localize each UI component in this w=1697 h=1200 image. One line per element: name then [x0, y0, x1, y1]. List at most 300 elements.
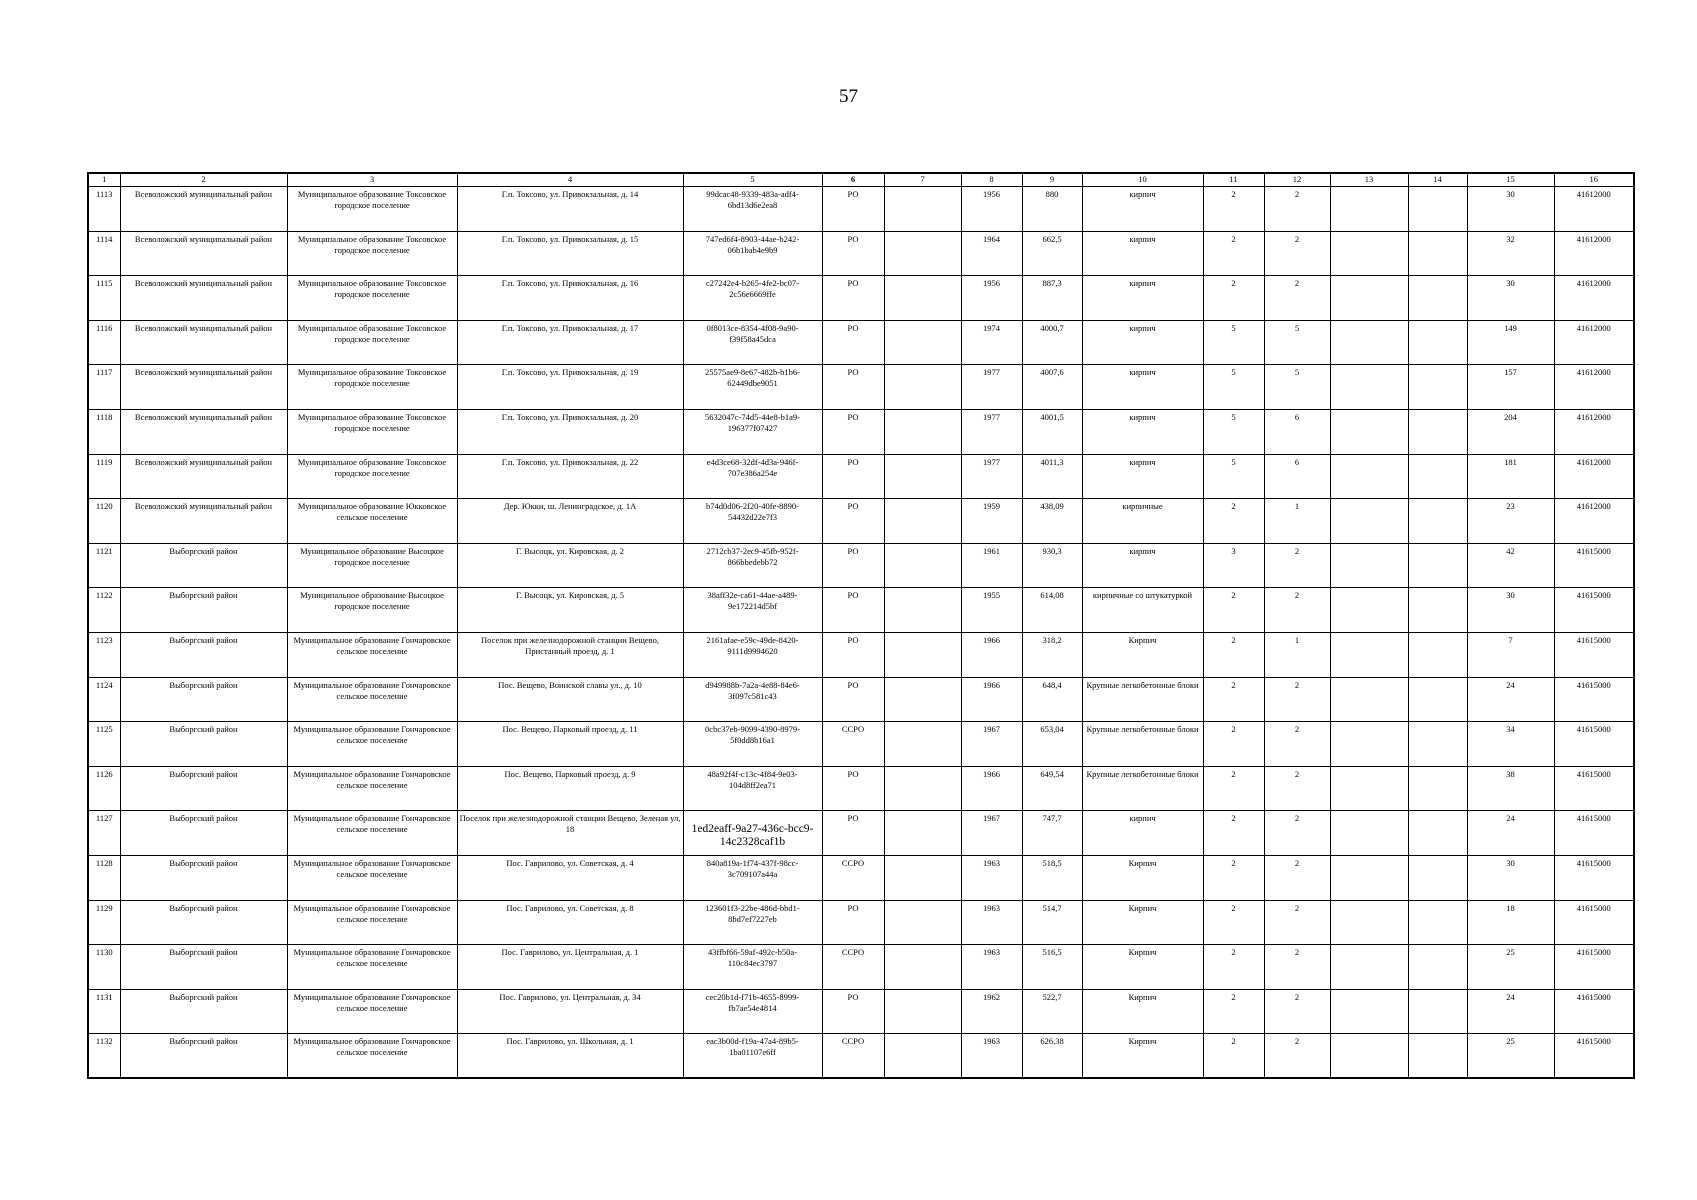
municipality-cell: Муниципальное образование Гончаровское сельское поселение [287, 989, 457, 1034]
code-cell: 41615000 [1554, 811, 1634, 856]
column-header: 16 [1554, 173, 1634, 187]
table-row [88, 365, 1634, 410]
year-cell: 1977 [961, 365, 1022, 410]
address-cell: Пос. Вещево, Воинской славы ул., д. 10 [457, 677, 683, 722]
column-13-cell [1330, 945, 1408, 990]
year-cell: 1959 [961, 499, 1022, 544]
column-7-cell [884, 365, 961, 410]
code-cell: 41612000 [1554, 409, 1634, 454]
column-14-cell [1408, 632, 1467, 677]
row-number-cell: 1125 [88, 722, 120, 767]
column-14-cell [1408, 543, 1467, 588]
row-number-cell: 1116 [88, 320, 120, 365]
column-13-cell [1330, 320, 1408, 365]
area-cell: 318,2 [1022, 632, 1082, 677]
type-cell: РО [822, 231, 884, 276]
uuid-cell: 38aff32e-ca61-44ae-a489-9e172214d5bf [683, 588, 822, 633]
column-15-cell: 204 [1467, 409, 1554, 454]
address-cell: Г.п. Токсово, ул. Привокзальная, д. 17 [457, 320, 683, 365]
address-cell: Поселок при железнодорожной станции Вещево, Пристанный проезд, д. 1 [457, 632, 683, 677]
column-7-cell [884, 231, 961, 276]
row-number-cell: 1118 [88, 409, 120, 454]
year-cell: 1961 [961, 543, 1022, 588]
district-cell: Всеволожский муниципальный район [120, 365, 287, 410]
material-cell: кирпич [1082, 543, 1203, 588]
column-14-cell [1408, 900, 1467, 945]
column-13-cell [1330, 231, 1408, 276]
row-number-cell: 1130 [88, 945, 120, 990]
district-cell: Всеволожский муниципальный район [120, 276, 287, 321]
type-cell: РО [822, 365, 884, 410]
column-12-cell: 2 [1264, 1034, 1330, 1079]
column-header: 7 [884, 173, 961, 187]
column-7-cell [884, 855, 961, 900]
row-number-cell: 1115 [88, 276, 120, 321]
code-cell: 41615000 [1554, 543, 1634, 588]
year-cell: 1977 [961, 454, 1022, 499]
column-11-cell: 5 [1203, 365, 1264, 410]
uuid-cell: 1ed2eaff-9a27-436c-bcc9-14c2328caf1b [683, 811, 822, 856]
address-cell: Пос. Гаврилово, ул. Школьная, д. 1 [457, 1034, 683, 1079]
column-12-cell: 2 [1264, 187, 1330, 232]
material-cell: кирпич [1082, 276, 1203, 321]
column-15-cell: 24 [1467, 811, 1554, 856]
column-12-cell: 2 [1264, 231, 1330, 276]
column-14-cell [1408, 989, 1467, 1034]
year-cell: 1967 [961, 722, 1022, 767]
year-cell: 1956 [961, 187, 1022, 232]
column-11-cell: 2 [1203, 811, 1264, 856]
table-row [88, 722, 1634, 767]
column-11-cell: 5 [1203, 409, 1264, 454]
column-11-cell: 2 [1203, 231, 1264, 276]
year-cell: 1964 [961, 231, 1022, 276]
column-7-cell [884, 409, 961, 454]
address-cell: Пос. Гаврилово, ул. Советская, д. 8 [457, 900, 683, 945]
column-11-cell: 3 [1203, 543, 1264, 588]
uuid-cell: 43ffbf66-59af-492c-b50a-110c84ec3797 [683, 945, 822, 990]
column-15-cell: 149 [1467, 320, 1554, 365]
row-number-cell: 1120 [88, 499, 120, 544]
column-11-cell: 2 [1203, 855, 1264, 900]
table-row [88, 677, 1634, 722]
district-cell: Выборгский район [120, 588, 287, 633]
column-14-cell [1408, 320, 1467, 365]
column-12-cell: 1 [1264, 632, 1330, 677]
column-header: 4 [457, 173, 683, 187]
area-cell: 662,5 [1022, 231, 1082, 276]
code-cell: 41615000 [1554, 677, 1634, 722]
district-cell: Выборгский район [120, 855, 287, 900]
column-header: 2 [120, 173, 287, 187]
area-cell: 4000,7 [1022, 320, 1082, 365]
column-7-cell [884, 989, 961, 1034]
type-cell: РО [822, 766, 884, 811]
row-number-cell: 1131 [88, 989, 120, 1034]
municipality-cell: Муниципальное образование Гончаровское сельское поселение [287, 855, 457, 900]
column-15-cell: 42 [1467, 543, 1554, 588]
column-11-cell: 2 [1203, 900, 1264, 945]
column-13-cell [1330, 989, 1408, 1034]
column-7-cell [884, 811, 961, 856]
area-cell: 514,7 [1022, 900, 1082, 945]
table-row [88, 900, 1634, 945]
district-cell: Выборгский район [120, 766, 287, 811]
column-7-cell [884, 900, 961, 945]
address-cell: Пос. Гаврилово, ул. Центральная, д. 34 [457, 989, 683, 1034]
column-15-cell: 30 [1467, 855, 1554, 900]
material-cell: кирпич [1082, 320, 1203, 365]
area-cell: 4011,3 [1022, 454, 1082, 499]
type-cell: РО [822, 811, 884, 856]
code-cell: 41612000 [1554, 320, 1634, 365]
row-number-cell: 1113 [88, 187, 120, 232]
row-number-cell: 1128 [88, 855, 120, 900]
column-15-cell: 157 [1467, 365, 1554, 410]
column-13-cell [1330, 811, 1408, 856]
code-cell: 41615000 [1554, 766, 1634, 811]
municipality-cell: Муниципальное образование Высоцкое городское поселение [287, 543, 457, 588]
column-7-cell [884, 632, 961, 677]
district-cell: Выборгский район [120, 900, 287, 945]
municipality-cell: Муниципальное образование Токсовское городское поселение [287, 187, 457, 232]
district-cell: Выборгский район [120, 632, 287, 677]
code-cell: 41615000 [1554, 945, 1634, 990]
area-cell: 522,7 [1022, 989, 1082, 1034]
municipality-cell: Муниципальное образование Гончаровское сельское поселение [287, 632, 457, 677]
column-14-cell [1408, 811, 1467, 856]
table-row [88, 543, 1634, 588]
column-7-cell [884, 499, 961, 544]
column-11-cell: 2 [1203, 989, 1264, 1034]
column-12-cell: 2 [1264, 766, 1330, 811]
column-13-cell [1330, 677, 1408, 722]
column-12-cell: 2 [1264, 945, 1330, 990]
type-cell: РО [822, 276, 884, 321]
column-11-cell: 2 [1203, 1034, 1264, 1079]
code-cell: 41615000 [1554, 989, 1634, 1034]
material-cell: кирпичные [1082, 499, 1203, 544]
column-7-cell [884, 722, 961, 767]
column-13-cell [1330, 187, 1408, 232]
uuid-cell: 0f8013ce-8354-4f08-9a90-f39f58a45dca [683, 320, 822, 365]
table-row [88, 1034, 1634, 1079]
row-number-cell: 1129 [88, 900, 120, 945]
column-header: 13 [1330, 173, 1408, 187]
column-header: 10 [1082, 173, 1203, 187]
column-13-cell [1330, 454, 1408, 499]
district-cell: Всеволожский муниципальный район [120, 231, 287, 276]
column-12-cell: 6 [1264, 409, 1330, 454]
column-header: 1 [88, 173, 120, 187]
table-row [88, 588, 1634, 633]
district-cell: Выборгский район [120, 543, 287, 588]
column-7-cell [884, 454, 961, 499]
uuid-cell: b74d0d06-2f20-40fe-8890-54432d22e7f3 [683, 499, 822, 544]
material-cell: кирпич [1082, 811, 1203, 856]
column-15-cell: 181 [1467, 454, 1554, 499]
code-cell: 41612000 [1554, 187, 1634, 232]
column-13-cell [1330, 1034, 1408, 1079]
type-cell: РО [822, 989, 884, 1034]
table-row [88, 632, 1634, 677]
type-cell: РО [822, 320, 884, 365]
column-15-cell: 30 [1467, 187, 1554, 232]
column-14-cell [1408, 454, 1467, 499]
uuid-cell: cec20b1d-f71b-4655-8999-fb7ae54e4814 [683, 989, 822, 1034]
type-cell: ССРО [822, 722, 884, 767]
type-cell: РО [822, 187, 884, 232]
uuid-cell: 0cbc37eb-9099-4390-8979-5f0dd8b16a1 [683, 722, 822, 767]
column-7-cell [884, 766, 961, 811]
column-7-cell [884, 588, 961, 633]
row-number-cell: 1121 [88, 543, 120, 588]
table-row [88, 320, 1634, 365]
column-14-cell [1408, 365, 1467, 410]
address-cell: Пос. Вещево, Парковый проезд, д. 9 [457, 766, 683, 811]
table-row [88, 187, 1634, 232]
district-cell: Всеволожский муниципальный район [120, 409, 287, 454]
area-cell: 649,54 [1022, 766, 1082, 811]
row-number-cell: 1127 [88, 811, 120, 856]
row-number-cell: 1114 [88, 231, 120, 276]
material-cell: Кирпич [1082, 1034, 1203, 1079]
column-14-cell [1408, 722, 1467, 767]
uuid-cell: 25575ae9-8e67-482b-b1b6-62449dbe9051 [683, 365, 822, 410]
column-12-cell: 2 [1264, 811, 1330, 856]
district-cell: Выборгский район [120, 989, 287, 1034]
address-cell: Поселок при железнодорожной станции Вещево, Зеленая ул, 18 [457, 811, 683, 856]
uuid-cell: d949988b-7a2a-4e88-84e6-3f097c581c43 [683, 677, 822, 722]
column-12-cell: 2 [1264, 855, 1330, 900]
material-cell: Крупные легкобетонные блоки [1082, 677, 1203, 722]
address-cell: Г.п. Токсово, ул. Привокзальная, д. 14 [457, 187, 683, 232]
column-12-cell: 5 [1264, 320, 1330, 365]
column-12-cell: 2 [1264, 989, 1330, 1034]
type-cell: РО [822, 677, 884, 722]
address-cell: Г.п. Токсово, ул. Привокзальная, д. 15 [457, 231, 683, 276]
municipality-cell: Муниципальное образование Токсовское городское поселение [287, 409, 457, 454]
table-body [88, 187, 1634, 1079]
material-cell: Кирпич [1082, 945, 1203, 990]
code-cell: 41612000 [1554, 231, 1634, 276]
district-cell: Выборгский район [120, 945, 287, 990]
year-cell: 1963 [961, 855, 1022, 900]
page-number: 57 [839, 86, 858, 107]
code-cell: 41612000 [1554, 499, 1634, 544]
area-cell: 4001,5 [1022, 409, 1082, 454]
uuid-cell: 123601f3-22be-486d-bbd1-8bd7ef7227eb [683, 900, 822, 945]
column-15-cell: 38 [1467, 766, 1554, 811]
area-cell: 747,7 [1022, 811, 1082, 856]
column-15-cell: 32 [1467, 231, 1554, 276]
housing-registry-table [87, 172, 1635, 1079]
address-cell: Г. Высоцк, ул. Кировская, д. 5 [457, 588, 683, 633]
column-15-cell: 30 [1467, 588, 1554, 633]
column-11-cell: 2 [1203, 187, 1264, 232]
code-cell: 41612000 [1554, 454, 1634, 499]
code-cell: 41612000 [1554, 276, 1634, 321]
column-13-cell [1330, 499, 1408, 544]
column-11-cell: 2 [1203, 499, 1264, 544]
municipality-cell: Муниципальное образование Токсовское городское поселение [287, 231, 457, 276]
column-12-cell: 2 [1264, 900, 1330, 945]
column-14-cell [1408, 945, 1467, 990]
material-cell: кирпич [1082, 454, 1203, 499]
address-cell: Г.п. Токсово, ул. Привокзальная, д. 19 [457, 365, 683, 410]
column-15-cell: 25 [1467, 945, 1554, 990]
uuid-cell: 5632047c-74d5-44e8-b1a9-196377f07427 [683, 409, 822, 454]
code-cell: 41615000 [1554, 900, 1634, 945]
column-7-cell [884, 276, 961, 321]
code-cell: 41615000 [1554, 632, 1634, 677]
column-11-cell: 2 [1203, 588, 1264, 633]
column-header: 14 [1408, 173, 1467, 187]
area-cell: 648,4 [1022, 677, 1082, 722]
year-cell: 1963 [961, 900, 1022, 945]
area-cell: 880 [1022, 187, 1082, 232]
type-cell: РО [822, 454, 884, 499]
address-cell: Дер. Юкки, ш. Ленинградское, д. 1А [457, 499, 683, 544]
code-cell: 41615000 [1554, 1034, 1634, 1079]
row-number-cell: 1117 [88, 365, 120, 410]
area-cell: 930,3 [1022, 543, 1082, 588]
column-13-cell [1330, 855, 1408, 900]
year-cell: 1966 [961, 677, 1022, 722]
table-row [88, 945, 1634, 990]
column-15-cell: 34 [1467, 722, 1554, 767]
column-header: 12 [1264, 173, 1330, 187]
column-14-cell [1408, 677, 1467, 722]
column-15-cell: 18 [1467, 900, 1554, 945]
uuid-cell: 747ed6f4-8903-44ae-b242-06b1bab4e9b9 [683, 231, 822, 276]
uuid-cell: eac3b00d-f19a-47a4-89b5-1ba01107e6ff [683, 1034, 822, 1079]
uuid-cell: 840a819a-1f74-437f-98cc-3c709107a44a [683, 855, 822, 900]
year-cell: 1962 [961, 989, 1022, 1034]
type-cell: РО [822, 632, 884, 677]
column-7-cell [884, 320, 961, 365]
table-row [88, 855, 1634, 900]
address-cell: Пос. Гаврилово, ул. Центральная, д. 1 [457, 945, 683, 990]
table-row [88, 454, 1634, 499]
area-cell: 626,38 [1022, 1034, 1082, 1079]
uuid-cell: c27242e4-b265-4fe2-bc07-2c56e6669ffe [683, 276, 822, 321]
column-12-cell: 2 [1264, 276, 1330, 321]
district-cell: Выборгский район [120, 677, 287, 722]
municipality-cell: Муниципальное образование Гончаровское сельское поселение [287, 945, 457, 990]
municipality-cell: Муниципальное образование Юкковское сельское поселение [287, 499, 457, 544]
column-12-cell: 2 [1264, 722, 1330, 767]
column-7-cell [884, 543, 961, 588]
material-cell: Кирпич [1082, 632, 1203, 677]
municipality-cell: Муниципальное образование Высоцкое городское поселение [287, 588, 457, 633]
column-15-cell: 7 [1467, 632, 1554, 677]
column-header: 8 [961, 173, 1022, 187]
municipality-cell: Муниципальное образование Гончаровское сельское поселение [287, 1034, 457, 1079]
column-header: 5 [683, 173, 822, 187]
column-13-cell [1330, 632, 1408, 677]
column-15-cell: 25 [1467, 1034, 1554, 1079]
area-cell: 653,04 [1022, 722, 1082, 767]
row-number-cell: 1119 [88, 454, 120, 499]
column-15-cell: 24 [1467, 677, 1554, 722]
year-cell: 1963 [961, 945, 1022, 990]
table-row [88, 409, 1634, 454]
column-15-cell: 23 [1467, 499, 1554, 544]
code-cell: 41615000 [1554, 855, 1634, 900]
uuid-cell: 2161afae-e59c-49de-8420-9111d9994620 [683, 632, 822, 677]
column-12-cell: 6 [1264, 454, 1330, 499]
uuid-cell: 48a92f4f-c13c-4f84-9e03-104d8ff2ea71 [683, 766, 822, 811]
municipality-cell: Муниципальное образование Гончаровское сельское поселение [287, 900, 457, 945]
address-cell: Г.п. Токсово, ул. Привокзальная, д. 22 [457, 454, 683, 499]
column-7-cell [884, 945, 961, 990]
column-14-cell [1408, 855, 1467, 900]
type-cell: РО [822, 499, 884, 544]
material-cell: Кирпич [1082, 900, 1203, 945]
year-cell: 1974 [961, 320, 1022, 365]
material-cell: Крупные легкобетонные блоки [1082, 766, 1203, 811]
area-cell: 438,09 [1022, 499, 1082, 544]
column-13-cell [1330, 276, 1408, 321]
type-cell: ССРО [822, 855, 884, 900]
column-14-cell [1408, 231, 1467, 276]
column-14-cell [1408, 187, 1467, 232]
row-number-cell: 1123 [88, 632, 120, 677]
column-12-cell: 2 [1264, 588, 1330, 633]
uuid-cell: 2712cb37-2ec9-45fb-952f-866bbedebb72 [683, 543, 822, 588]
type-cell: РО [822, 409, 884, 454]
address-cell: Г. Высоцк, ул. Кировская, д. 2 [457, 543, 683, 588]
row-number-cell: 1126 [88, 766, 120, 811]
table-row [88, 231, 1634, 276]
column-13-cell [1330, 766, 1408, 811]
material-cell: кирпичные со штукатуркой [1082, 588, 1203, 633]
municipality-cell: Муниципальное образование Токсовское городское поселение [287, 276, 457, 321]
table-row [88, 989, 1634, 1034]
column-12-cell: 2 [1264, 543, 1330, 588]
municipality-cell: Муниципальное образование Токсовское городское поселение [287, 365, 457, 410]
column-7-cell [884, 1034, 961, 1079]
column-14-cell [1408, 409, 1467, 454]
type-cell: ССРО [822, 945, 884, 990]
municipality-cell: Муниципальное образование Токсовское городское поселение [287, 320, 457, 365]
column-11-cell: 2 [1203, 945, 1264, 990]
type-cell: РО [822, 900, 884, 945]
column-14-cell [1408, 766, 1467, 811]
type-cell: ССРО [822, 1034, 884, 1079]
municipality-cell: Муниципальное образование Токсовское городское поселение [287, 454, 457, 499]
column-header: 15 [1467, 173, 1554, 187]
code-cell: 41612000 [1554, 365, 1634, 410]
column-11-cell: 2 [1203, 276, 1264, 321]
address-cell: Г.п. Токсово, ул. Привокзальная, д. 20 [457, 409, 683, 454]
material-cell: Кирпич [1082, 989, 1203, 1034]
material-cell: Крупные легкобетонные блоки [1082, 722, 1203, 767]
year-cell: 1955 [961, 588, 1022, 633]
year-cell: 1956 [961, 276, 1022, 321]
address-cell: Пос. Вещево, Парковый проезд, д. 11 [457, 722, 683, 767]
column-12-cell: 5 [1264, 365, 1330, 410]
district-cell: Всеволожский муниципальный район [120, 187, 287, 232]
address-cell: Г.п. Токсово, ул. Привокзальная, д. 16 [457, 276, 683, 321]
column-14-cell [1408, 588, 1467, 633]
column-11-cell: 2 [1203, 632, 1264, 677]
type-cell: РО [822, 588, 884, 633]
municipality-cell: Муниципальное образование Гончаровское сельское поселение [287, 677, 457, 722]
row-number-cell: 1124 [88, 677, 120, 722]
material-cell: кирпич [1082, 365, 1203, 410]
